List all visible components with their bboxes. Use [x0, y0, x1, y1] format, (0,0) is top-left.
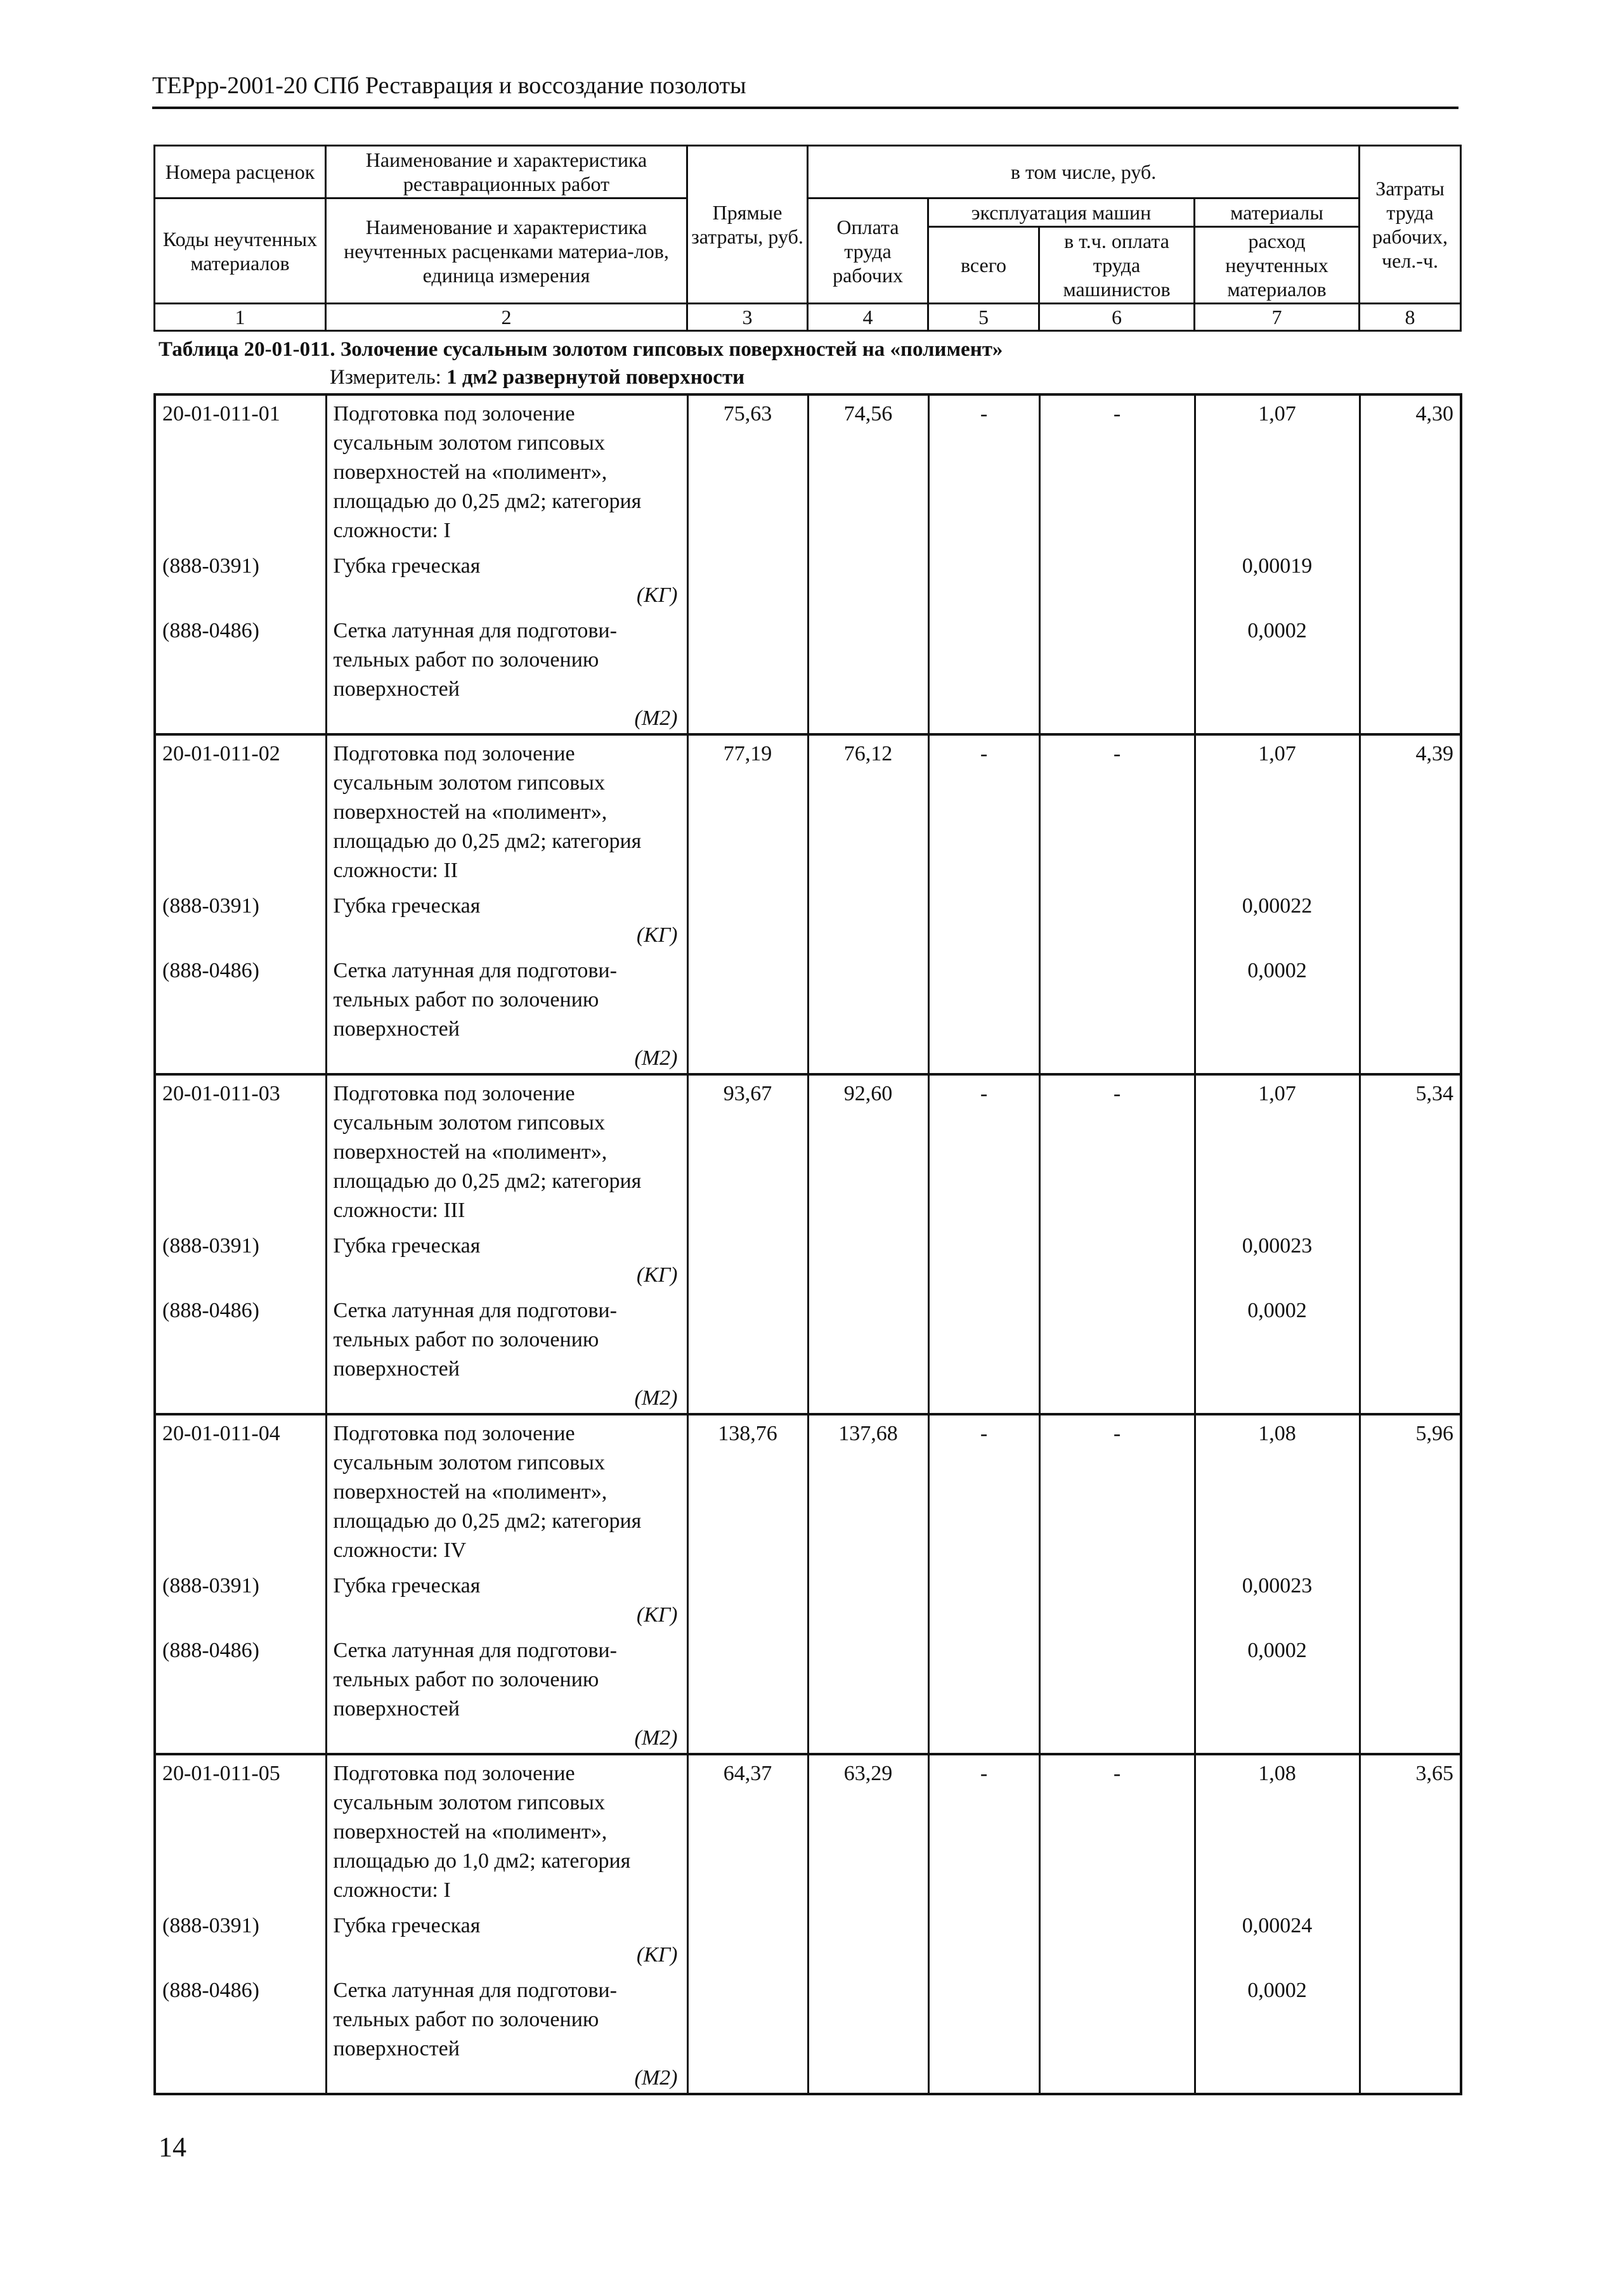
- material-name-text: Сетка латунная для подготови-тельных работ по золочению поверхностей: [333, 959, 617, 1041]
- empty-cell: [808, 545, 928, 610]
- work-description: Подготовка под золочение сусальным золотом гипсовых поверхностей на «полимент», площадью до 0,25 дм2; категория сложности: II: [326, 734, 687, 885]
- material-code: (888-0391): [155, 1565, 326, 1630]
- empty-cell: [1039, 1970, 1195, 2094]
- column-number: 6: [1039, 304, 1195, 331]
- empty-cell: [1360, 950, 1461, 1074]
- empty-cell: [1360, 1225, 1461, 1290]
- material-row: [155, 1970, 1461, 2094]
- empty-cell: [1039, 1905, 1195, 1970]
- empty-cell: [1039, 545, 1195, 610]
- material-name: [326, 1630, 687, 1754]
- material-quantity: 0,0002: [1195, 1290, 1360, 1414]
- page-number: 14: [159, 2131, 186, 2163]
- direct-costs: 77,19: [687, 734, 808, 885]
- empty-cell: [1360, 545, 1461, 610]
- material-unit: (М2): [634, 1386, 678, 1410]
- material-name-text: Губка греческая: [333, 1914, 481, 1937]
- material-row: [155, 545, 1461, 610]
- work-description: Подготовка под золочение сусальным золотом гипсовых поверхностей на «полимент», площадью до 0,25 дм2; категория сложности: IV: [326, 1414, 687, 1565]
- empty-cell: [687, 545, 808, 610]
- empty-cell: [687, 1630, 808, 1754]
- material-quantity: 0,0002: [1195, 610, 1360, 734]
- work-description: Подготовка под золочение сусальным золотом гипсовых поверхностей на «полимент», площадью до 1,0 дм2; категория сложности: I: [326, 1754, 687, 1905]
- table-row: [155, 1074, 1461, 1225]
- empty-cell: [808, 1905, 928, 1970]
- empty-cell: [1360, 885, 1461, 950]
- material-code: (888-0486): [155, 1970, 326, 2094]
- empty-cell: [687, 950, 808, 1074]
- empty-cell: [928, 1225, 1039, 1290]
- machinist-pay: -: [1039, 1074, 1195, 1225]
- machinist-pay: -: [1039, 734, 1195, 885]
- machines-total: -: [928, 1074, 1039, 1225]
- empty-cell: [808, 1565, 928, 1630]
- header-labor-hours: Затраты труда рабочих, чел.-ч.: [1360, 146, 1461, 304]
- empty-cell: [1360, 1970, 1461, 2094]
- labor-hours: 5,96: [1360, 1414, 1461, 1565]
- column-number: 7: [1195, 304, 1360, 331]
- table-row: [155, 1754, 1461, 1905]
- material-name: [326, 1905, 687, 1970]
- material-name: [326, 1565, 687, 1630]
- header-direct-costs: Прямые затраты, руб.: [687, 146, 808, 304]
- materials-cost: 1,07: [1195, 1074, 1360, 1225]
- empty-cell: [687, 1970, 808, 2094]
- header-material-consumption: расход неучтенных материалов: [1195, 227, 1360, 304]
- work-description: Подготовка под золочение сусальным золотом гипсовых поверхностей на «полимент», площадью до 0,25 дм2; категория сложности: III: [326, 1074, 687, 1225]
- empty-cell: [1039, 1290, 1195, 1414]
- direct-costs: 138,76: [687, 1414, 808, 1565]
- section-unit: [330, 364, 1458, 391]
- machinist-pay: -: [1039, 394, 1195, 545]
- empty-cell: [928, 1905, 1039, 1970]
- table-row: [155, 1414, 1461, 1565]
- column-number: 2: [326, 304, 687, 331]
- worker-pay: 63,29: [808, 1754, 928, 1905]
- material-code: (888-0391): [155, 885, 326, 950]
- material-name-text: Губка греческая: [333, 894, 481, 918]
- worker-pay: 137,68: [808, 1414, 928, 1565]
- empty-cell: [1039, 1225, 1195, 1290]
- empty-cell: [1360, 1630, 1461, 1754]
- empty-cell: [1039, 885, 1195, 950]
- empty-cell: [928, 885, 1039, 950]
- material-code: (888-0391): [155, 1225, 326, 1290]
- empty-cell: [1039, 610, 1195, 734]
- worker-pay: 76,12: [808, 734, 928, 885]
- column-number: 8: [1360, 304, 1461, 331]
- material-row: [155, 1290, 1461, 1414]
- rate-code: 20-01-011-01: [155, 394, 326, 545]
- header-work-name: Наименование и характеристика реставрационных работ: [326, 146, 687, 198]
- labor-hours: 4,39: [1360, 734, 1461, 885]
- material-quantity: 0,00023: [1195, 1225, 1360, 1290]
- material-unit: (КГ): [636, 583, 678, 607]
- material-code: (888-0486): [155, 1630, 326, 1754]
- material-quantity: 0,00023: [1195, 1565, 1360, 1630]
- rates-table: [153, 393, 1462, 2095]
- empty-cell: [928, 1290, 1039, 1414]
- material-quantity: 0,0002: [1195, 1630, 1360, 1754]
- empty-cell: [687, 1905, 808, 1970]
- empty-cell: [687, 885, 808, 950]
- empty-cell: [1039, 1630, 1195, 1754]
- empty-cell: [928, 1970, 1039, 2094]
- header-including: в том числе, руб.: [808, 146, 1360, 198]
- material-code: (888-0391): [155, 545, 326, 610]
- empty-cell: [1039, 1565, 1195, 1630]
- empty-cell: [687, 610, 808, 734]
- material-quantity: 0,00024: [1195, 1905, 1360, 1970]
- rate-code: 20-01-011-03: [155, 1074, 326, 1225]
- material-name-text: Сетка латунная для подготови-тельных работ по золочению поверхностей: [333, 1639, 617, 1721]
- materials-cost: 1,08: [1195, 1414, 1360, 1565]
- material-unit: (М2): [634, 706, 678, 730]
- material-name-text: Губка греческая: [333, 554, 481, 578]
- header-machinist-pay: в т.ч. оплата труда машинистов: [1039, 227, 1195, 304]
- empty-cell: [928, 610, 1039, 734]
- header-materials: материалы: [1195, 198, 1360, 227]
- material-row: [155, 610, 1461, 734]
- empty-cell: [1360, 610, 1461, 734]
- direct-costs: 64,37: [687, 1754, 808, 1905]
- material-unit: (КГ): [636, 923, 678, 947]
- direct-costs: 75,63: [687, 394, 808, 545]
- materials-cost: 1,08: [1195, 1754, 1360, 1905]
- empty-cell: [928, 1565, 1039, 1630]
- material-quantity: 0,0002: [1195, 1970, 1360, 2094]
- direct-costs: 93,67: [687, 1074, 808, 1225]
- empty-cell: [928, 1630, 1039, 1754]
- material-row: [155, 1565, 1461, 1630]
- rate-code: 20-01-011-02: [155, 734, 326, 885]
- material-code: (888-0391): [155, 1905, 326, 1970]
- material-name-text: Сетка латунная для подготови-тельных работ по золочению поверхностей: [333, 619, 617, 701]
- material-unit: (КГ): [636, 1943, 678, 1967]
- machines-total: -: [928, 734, 1039, 885]
- empty-cell: [687, 1565, 808, 1630]
- material-unit: (М2): [634, 2066, 678, 2090]
- header-worker-pay: Оплата труда рабочих: [808, 198, 928, 304]
- material-name-text: Губка греческая: [333, 1234, 481, 1258]
- machinist-pay: -: [1039, 1414, 1195, 1565]
- unit-value: 1 дм2 развернутой поверхности: [446, 366, 745, 389]
- labor-hours: 3,65: [1360, 1754, 1461, 1905]
- rate-code: 20-01-011-05: [155, 1754, 326, 1905]
- table-row: [155, 734, 1461, 885]
- material-name: [326, 885, 687, 950]
- work-description: Подготовка под золочение сусальным золотом гипсовых поверхностей на «полимент», площадью до 0,25 дм2; категория сложности: I: [326, 394, 687, 545]
- material-name: [326, 610, 687, 734]
- material-name: [326, 950, 687, 1074]
- empty-cell: [808, 1970, 928, 2094]
- empty-cell: [687, 1290, 808, 1414]
- material-name: [326, 1970, 687, 2094]
- labor-hours: 4,30: [1360, 394, 1461, 545]
- material-name-text: Губка греческая: [333, 1574, 481, 1597]
- header-machines: эксплуатация машин: [928, 198, 1195, 227]
- column-header-table: [153, 145, 1462, 332]
- empty-cell: [808, 610, 928, 734]
- unit-label: Измеритель:: [330, 366, 441, 389]
- material-name: [326, 1290, 687, 1414]
- material-row: [155, 885, 1461, 950]
- material-quantity: 0,00022: [1195, 885, 1360, 950]
- machines-total: -: [928, 1414, 1039, 1565]
- materials-cost: 1,07: [1195, 394, 1360, 545]
- empty-cell: [1360, 1905, 1461, 1970]
- material-unit: (М2): [634, 1726, 678, 1750]
- material-name: [326, 545, 687, 610]
- worker-pay: 74,56: [808, 394, 928, 545]
- empty-cell: [1360, 1565, 1461, 1630]
- header-material-codes: Коды неучтенных материалов: [155, 198, 326, 304]
- material-row: [155, 1905, 1461, 1970]
- empty-cell: [808, 1290, 928, 1414]
- materials-cost: 1,07: [1195, 734, 1360, 885]
- material-code: (888-0486): [155, 950, 326, 1074]
- material-name-text: Сетка латунная для подготови-тельных работ по золочению поверхностей: [333, 1979, 617, 2060]
- header-material-name: Наименование и характеристика неучтенных расценками материа-лов, единица измерения: [326, 198, 687, 304]
- table-row: [155, 394, 1461, 545]
- material-quantity: 0,0002: [1195, 950, 1360, 1074]
- material-row: [155, 1225, 1461, 1290]
- empty-cell: [808, 1225, 928, 1290]
- material-unit: (КГ): [636, 1263, 678, 1287]
- labor-hours: 5,34: [1360, 1074, 1461, 1225]
- empty-cell: [928, 950, 1039, 1074]
- rate-code: 20-01-011-04: [155, 1414, 326, 1565]
- empty-cell: [1360, 1290, 1461, 1414]
- material-row: [155, 1630, 1461, 1754]
- material-code: (888-0486): [155, 610, 326, 734]
- material-unit: (М2): [634, 1046, 678, 1070]
- empty-cell: [928, 545, 1039, 610]
- column-number: 5: [928, 304, 1039, 331]
- material-row: [155, 950, 1461, 1074]
- section-title: Таблица 20-01-011. Золочение сусальным золотом гипсовых поверхностей на «полимент»: [159, 338, 1003, 361]
- empty-cell: [687, 1225, 808, 1290]
- material-unit: (КГ): [636, 1603, 678, 1627]
- material-name-text: Сетка латунная для подготови-тельных работ по золочению поверхностей: [333, 1299, 617, 1381]
- empty-cell: [808, 885, 928, 950]
- column-number: 3: [687, 304, 808, 331]
- header-machines-total: всего: [928, 227, 1039, 304]
- material-name: [326, 1225, 687, 1290]
- column-number: 4: [808, 304, 928, 331]
- material-code: (888-0486): [155, 1290, 326, 1414]
- machinist-pay: -: [1039, 1754, 1195, 1905]
- column-number: 1: [155, 304, 326, 331]
- running-header: ТЕРрр-2001-20 СПб Реставрация и воссоздание позолоты: [152, 71, 1458, 109]
- header-rate-numbers: Номера расценок: [155, 146, 326, 198]
- empty-cell: [808, 1630, 928, 1754]
- worker-pay: 92,60: [808, 1074, 928, 1225]
- empty-cell: [1039, 950, 1195, 1074]
- empty-cell: [808, 950, 928, 1074]
- machines-total: -: [928, 394, 1039, 545]
- machines-total: -: [928, 1754, 1039, 1905]
- material-quantity: 0,00019: [1195, 545, 1360, 610]
